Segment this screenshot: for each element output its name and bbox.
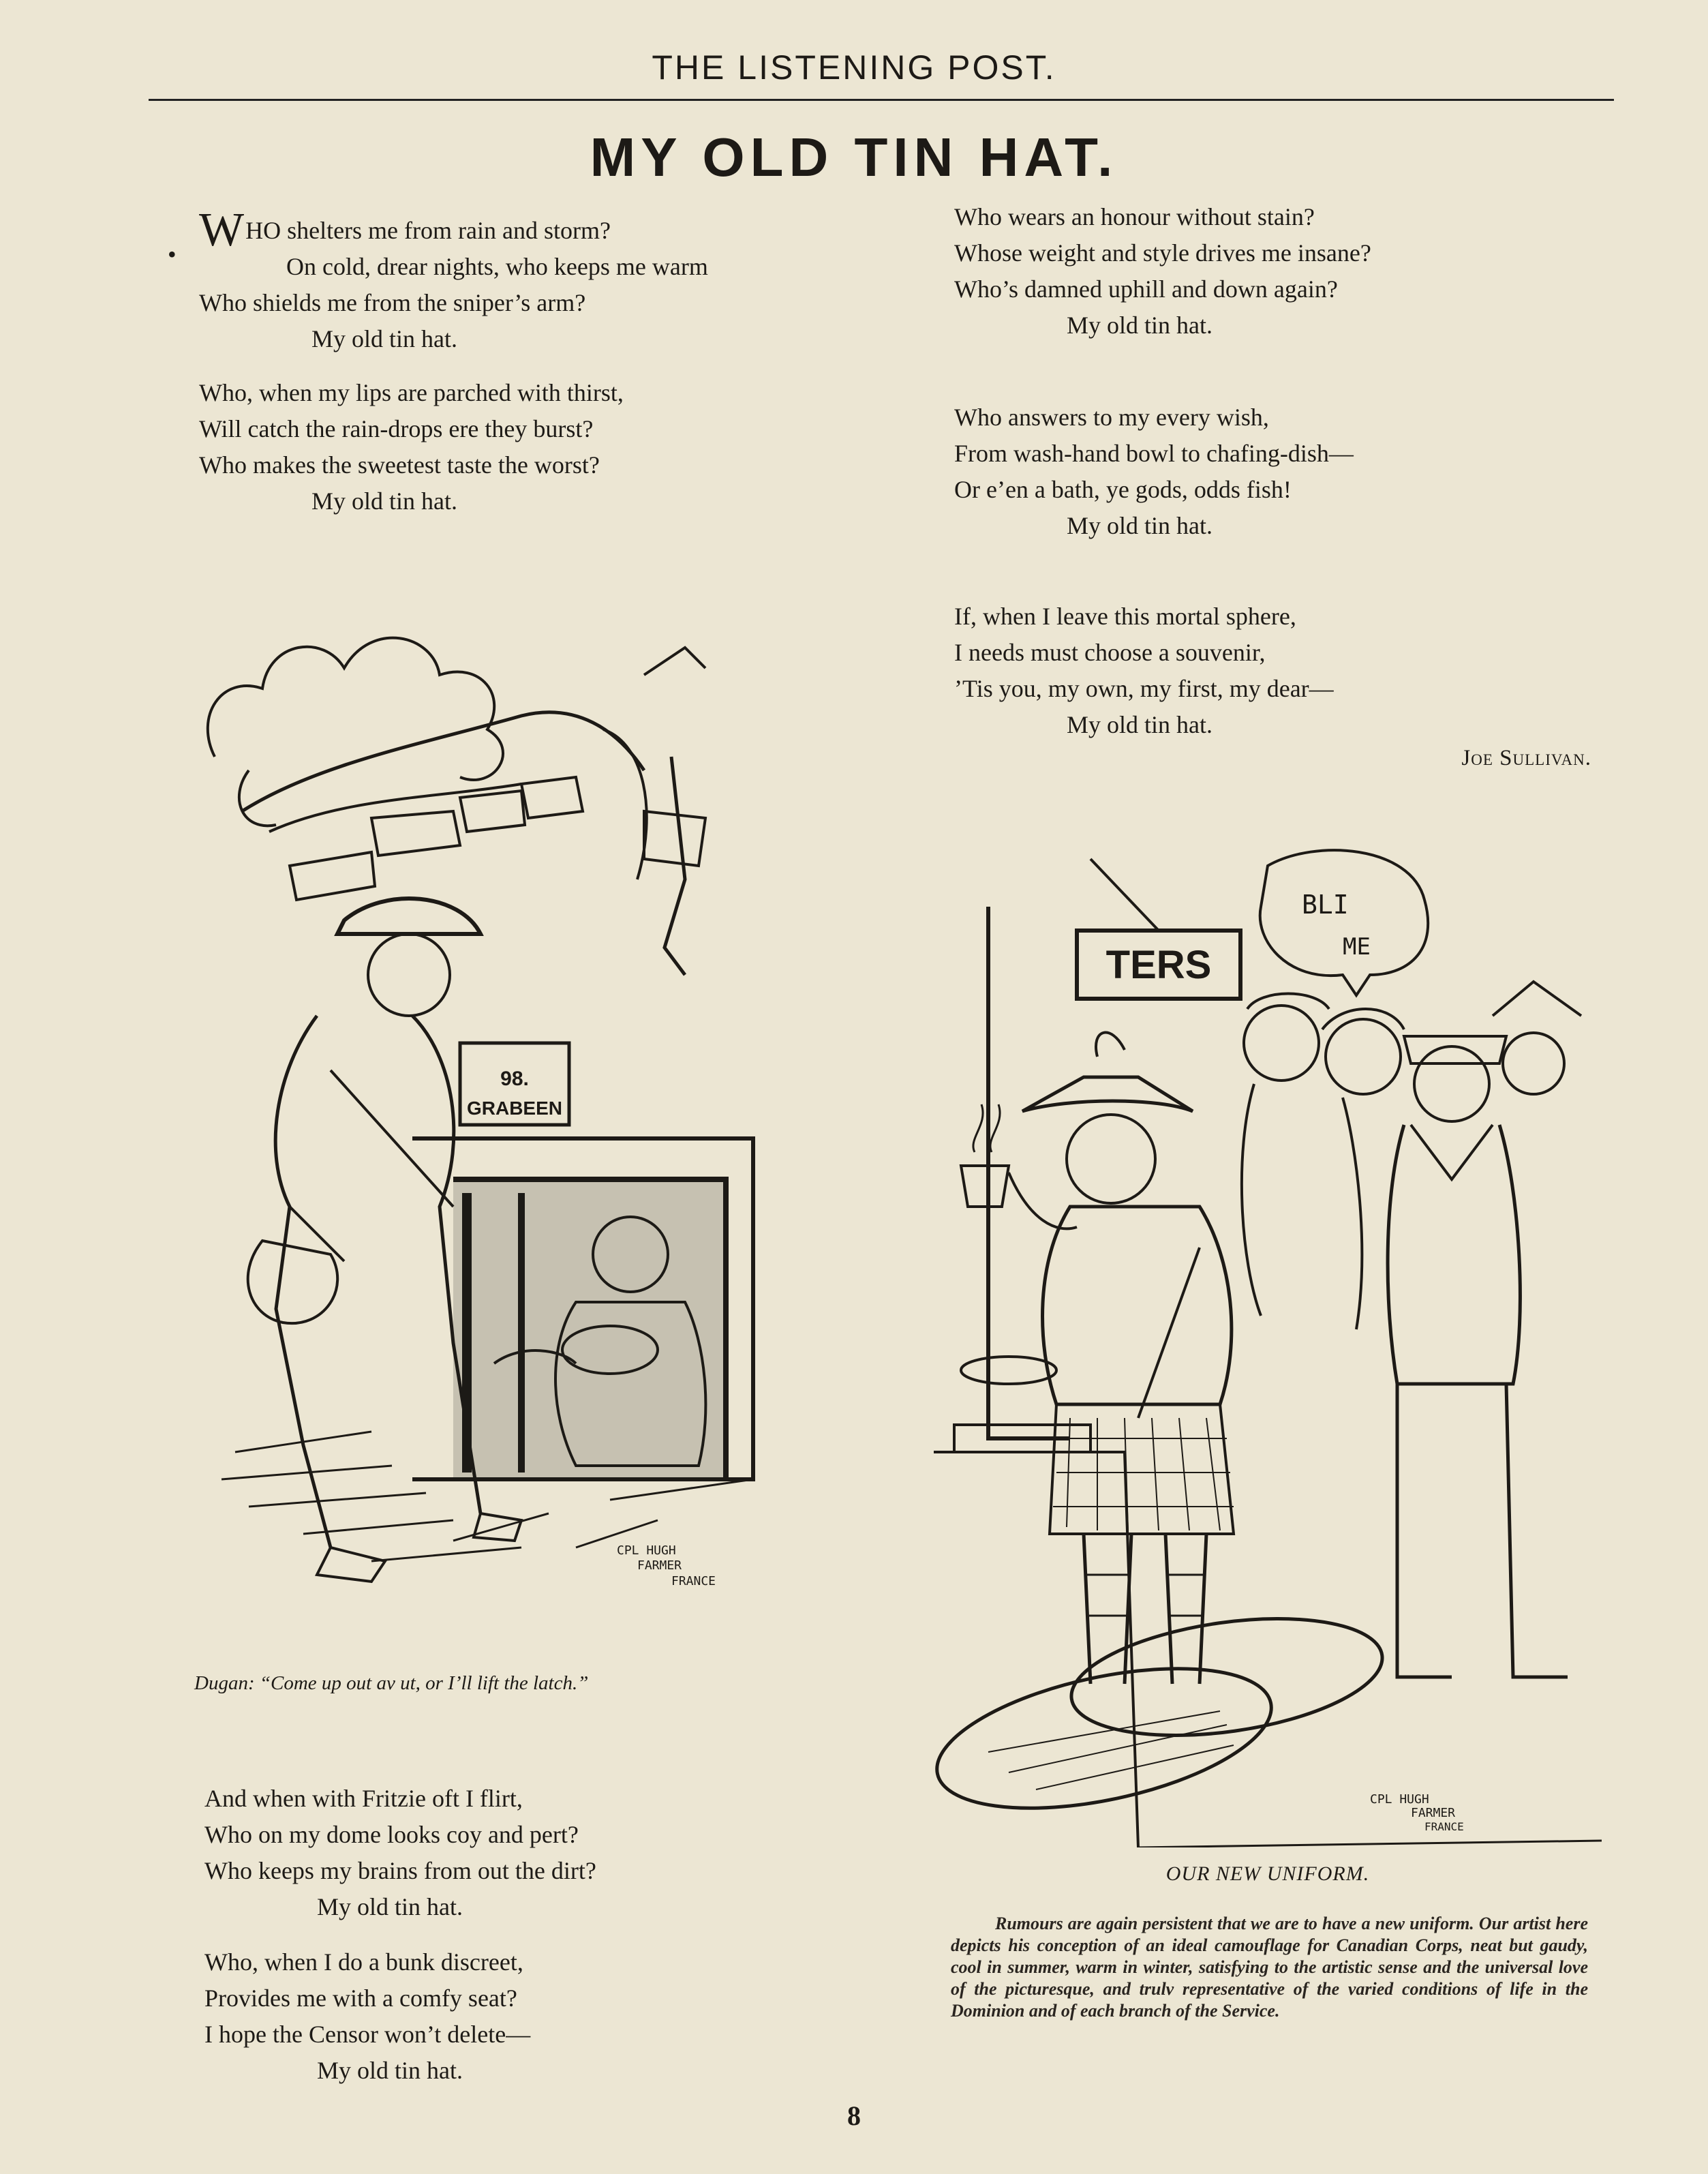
poem-line: If, when I leave this mortal sphere, xyxy=(954,603,1296,630)
poem-line: Who’s damned uphill and down again? xyxy=(954,275,1338,303)
poem-line: Who on my dome looks coy and pert? xyxy=(204,1821,579,1848)
poem-stanza-4 xyxy=(204,1944,530,2089)
sign-number: 98. xyxy=(500,1068,529,1090)
hut-sign: TERS xyxy=(1105,943,1212,987)
sign-name: GRABEEN xyxy=(466,1098,563,1119)
poem-line: Who shields me from the sniper’s arm? xyxy=(199,289,586,316)
artist-signature-line3: FRANCE xyxy=(671,1574,716,1588)
poem-refrain: My old tin hat. xyxy=(1067,711,1213,738)
poem-refrain: My old tin hat. xyxy=(317,1893,463,1920)
poem-refrain: My old tin hat. xyxy=(311,325,457,352)
uniform-cartoon xyxy=(934,839,1602,1847)
article-title: MY OLD TIN HAT. xyxy=(590,127,1118,187)
poem-line: Who wears an honour without stain? xyxy=(954,203,1315,230)
uniform-cartoon-drawing xyxy=(934,839,1602,1847)
poem-refrain: My old tin hat. xyxy=(1067,512,1213,539)
poem-stanza-3 xyxy=(204,1781,596,1925)
poem-stanza-2 xyxy=(199,375,624,519)
uniform-caption-blurb: Rumours are again persistent that we are to have a new uniform. Our artist here depicts his conception of an ideal camouflage for Canadian Corps, neat but gaudy, cool in summer, warm in winter, satisfying to the artistic sense and the universal love of the picturesque, and trulv representative of the varied conditions of life in the Dominion and of each branch of the Service. xyxy=(951,1914,1588,2021)
artist-signature-line2: FARMER xyxy=(1411,1806,1456,1820)
artist-signature-line1: CPL HUGH xyxy=(1370,1792,1429,1807)
poem-stanza-1 xyxy=(199,204,708,357)
poem-line: Will catch the rain-drops ere they burst? xyxy=(199,415,594,442)
poem-refrain: My old tin hat. xyxy=(317,2057,463,2084)
running-head: THE LISTENING POST. xyxy=(652,48,1056,87)
poem-line: ’Tis you, my own, my first, my dear— xyxy=(954,675,1334,702)
poem-line: Who keeps my brains from out the dirt? xyxy=(204,1857,596,1884)
poem-line: WHO shelters me from rain and storm? xyxy=(199,204,611,256)
header-rule xyxy=(149,99,1614,101)
page-number: 8 xyxy=(847,2100,861,2131)
dugout-cartoon-drawing xyxy=(167,593,849,1657)
poem-line: I needs must choose a souvenir, xyxy=(954,639,1266,666)
poem-line: From wash-hand bowl to chafing-dish— xyxy=(954,440,1354,467)
poem-line: Provides me with a comfy seat? xyxy=(204,1984,517,2012)
artist-signature-line3: FRANCE xyxy=(1424,1820,1464,1833)
uniform-caption-title: OUR NEW UNIFORM. xyxy=(1165,1862,1370,1885)
poem-line: I hope the Censor won’t delete— xyxy=(204,2021,531,2048)
poem-stanza-7 xyxy=(954,599,1334,743)
poem-line: Who makes the sweetest taste the worst? xyxy=(199,451,600,479)
poem-line: Whose weight and style drives me insane? xyxy=(954,239,1371,267)
poem-refrain: My old tin hat. xyxy=(1067,312,1213,339)
poem-stanza-5 xyxy=(954,199,1371,344)
drop-cap: W xyxy=(199,204,245,256)
poem-line: Who, when I do a bunk discreet, xyxy=(204,1948,523,1976)
poem-line: Who answers to my every wish, xyxy=(954,404,1269,431)
poem-line: On cold, drear nights, who keeps me warm xyxy=(286,253,708,280)
artist-signature-line2: FARMER xyxy=(637,1558,682,1573)
artist-signature-line1: CPL HUGH xyxy=(617,1543,676,1558)
speech-line-2: ME xyxy=(1343,933,1371,961)
poem-stanza-6 xyxy=(954,399,1354,544)
poem-line: Who, when my lips are parched with thirst, xyxy=(199,379,624,406)
speech-line-1: BLI xyxy=(1302,890,1349,920)
poem-line: Or e’en a bath, ye gods, odds fish! xyxy=(954,476,1292,503)
poem-line: And when with Fritzie oft I flirt, xyxy=(204,1785,523,1812)
bullet-mark: • xyxy=(168,241,177,268)
poem-author: Joe Sullivan. xyxy=(1461,746,1591,770)
dugout-cartoon xyxy=(167,593,849,1657)
poem-refrain: My old tin hat. xyxy=(311,487,457,515)
dugout-caption: Dugan: “Come up out av ut, or I’ll lift the latch.” xyxy=(194,1672,589,1694)
